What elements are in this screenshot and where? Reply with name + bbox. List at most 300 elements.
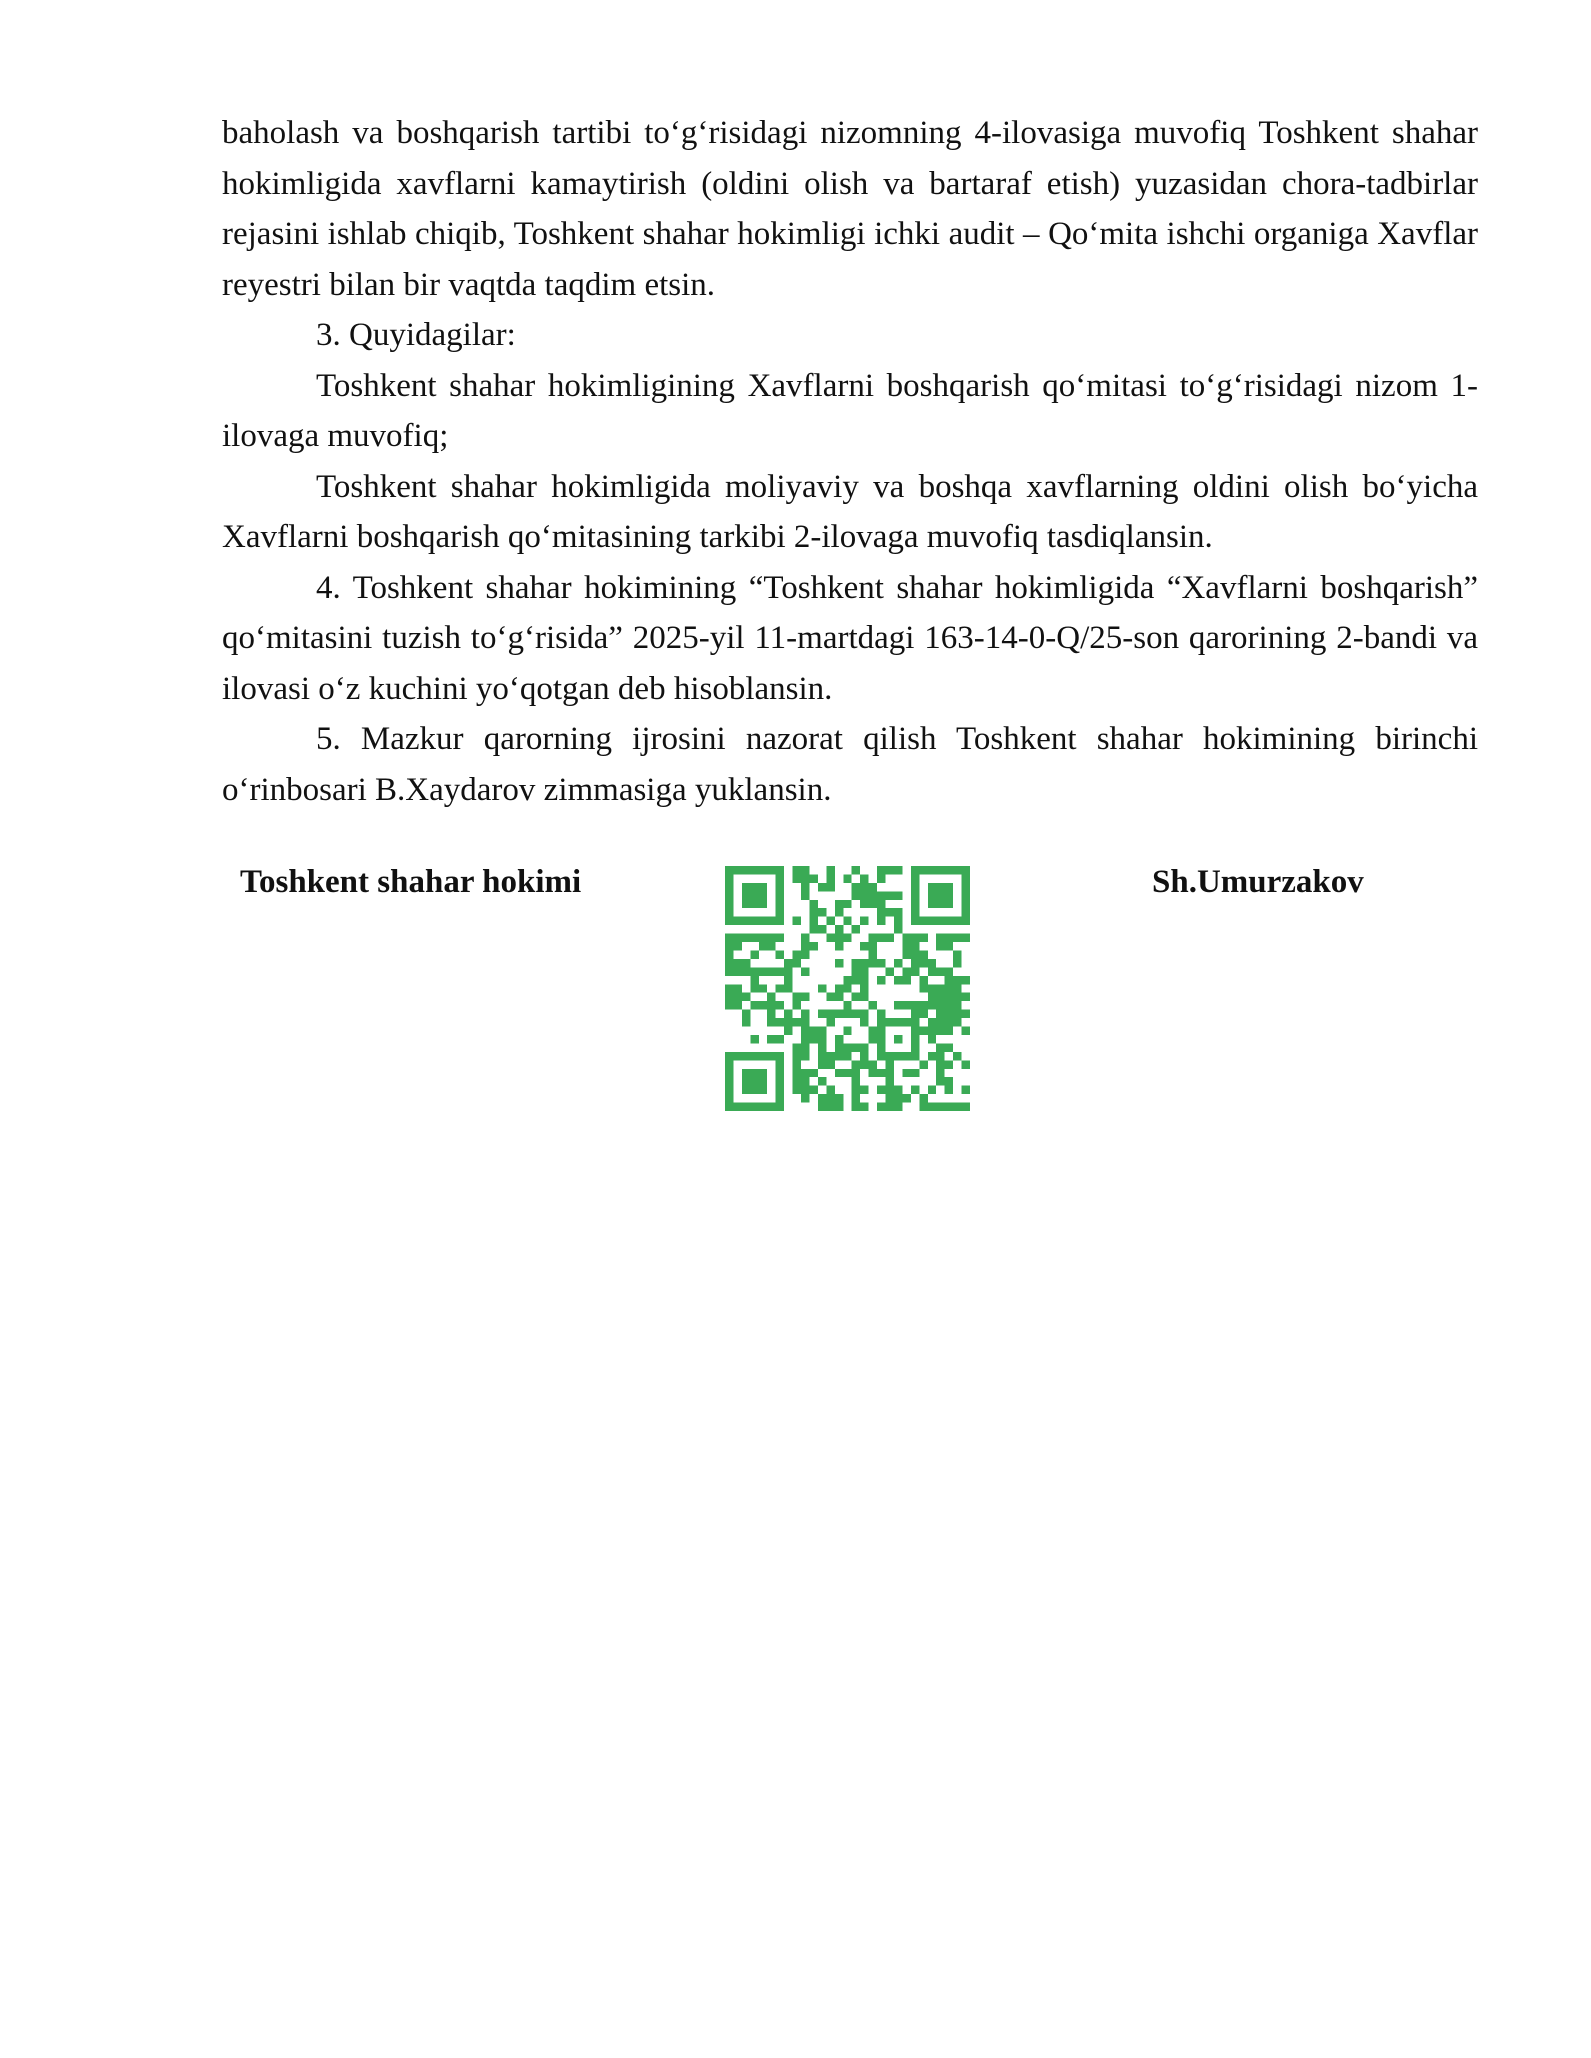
qr-module <box>767 1103 775 1111</box>
qr-module <box>750 900 758 908</box>
qr-module <box>818 1060 826 1068</box>
qr-module <box>835 1069 843 1077</box>
qr-module <box>793 1077 801 1085</box>
qr-module <box>750 1052 758 1060</box>
qr-module <box>962 993 970 1001</box>
qr-module <box>877 1086 885 1094</box>
qr-module <box>962 874 970 882</box>
qr-module <box>911 959 919 967</box>
qr-module <box>750 976 758 984</box>
qr-module <box>852 993 860 1001</box>
qr-module <box>725 984 733 992</box>
qr-module <box>945 993 953 1001</box>
qr-module <box>809 942 817 950</box>
qr-module <box>869 959 877 967</box>
qr-module <box>776 1001 784 1009</box>
qr-module <box>826 934 834 942</box>
qr-module <box>767 1052 775 1060</box>
qr-module <box>919 1001 927 1009</box>
qr-module <box>869 1027 877 1035</box>
qr-module <box>869 891 877 899</box>
qr-module <box>742 1103 750 1111</box>
qr-module <box>869 1001 877 1009</box>
qr-module <box>877 976 885 984</box>
qr-code-icon <box>725 866 970 1111</box>
qr-module <box>869 883 877 891</box>
qr-module <box>928 959 936 967</box>
qr-module <box>936 1043 944 1051</box>
qr-module <box>826 883 834 891</box>
qr-module <box>826 993 834 1001</box>
qr-module <box>886 1103 894 1111</box>
qr-module <box>936 1018 944 1026</box>
qr-module <box>962 866 970 874</box>
qr-module <box>936 967 944 975</box>
qr-module <box>936 993 944 1001</box>
qr-module <box>860 1052 868 1060</box>
qr-module <box>776 900 784 908</box>
qr-module <box>801 1069 809 1077</box>
qr-module <box>725 967 733 975</box>
qr-module <box>759 967 767 975</box>
qr-module <box>801 993 809 1001</box>
qr-module <box>750 891 758 899</box>
qr-module <box>733 959 741 967</box>
qr-module <box>886 1060 894 1068</box>
paragraph-item-5: 5. Mazkur qarorning ijrosini nazorat qilish Toshkent shahar hokimining birinchi o‘rinbosari B.Xaydarov zimmasiga yuklansin. <box>222 721 1478 808</box>
qr-module <box>928 1035 936 1043</box>
qr-module <box>953 917 961 925</box>
qr-module <box>843 1027 851 1035</box>
qr-module <box>877 1010 885 1018</box>
qr-module <box>733 993 741 1001</box>
qr-module <box>852 1077 860 1085</box>
qr-module <box>894 1086 902 1094</box>
qr-module <box>945 1018 953 1026</box>
qr-module <box>877 1103 885 1111</box>
qr-module <box>750 1077 758 1085</box>
paragraph-item-4: 4. Toshkent shahar hokimining “Toshkent shahar hokimligida “Xavflarni boshqarish” qo‘mitasini tuzish to‘g‘risida” 2025-yil 11-martdagi 163-14-0-Q/25-son qarorining 2-bandi va ilovasi o‘z kuchini yo‘qotgan deb hisoblansin. <box>222 569 1478 707</box>
qr-module <box>953 1001 961 1009</box>
qr-module <box>962 1103 970 1111</box>
qr-module <box>767 942 775 950</box>
qr-module <box>835 1035 843 1043</box>
qr-module <box>776 934 784 942</box>
qr-module <box>936 1103 944 1111</box>
qr-module <box>936 1052 944 1060</box>
qr-module <box>835 925 843 933</box>
qr-module <box>860 1043 868 1051</box>
qr-module <box>725 993 733 1001</box>
qr-module <box>953 984 961 992</box>
qr-module <box>962 900 970 908</box>
qr-module <box>860 1086 868 1094</box>
signature-title: Toshkent shahar hokimi <box>240 864 582 900</box>
qr-module <box>776 1069 784 1077</box>
qr-module <box>742 959 750 967</box>
qr-module <box>894 1035 902 1043</box>
qr-module <box>902 1094 910 1102</box>
qr-module <box>852 1043 860 1051</box>
qr-module <box>886 891 894 899</box>
qr-module <box>784 1010 792 1018</box>
qr-module <box>750 950 758 958</box>
qr-module <box>911 950 919 958</box>
qr-module <box>733 917 741 925</box>
qr-module <box>843 1052 851 1060</box>
qr-module <box>818 1077 826 1085</box>
qr-module <box>835 1010 843 1018</box>
qr-module <box>860 891 868 899</box>
qr-module <box>843 934 851 942</box>
qr-module <box>843 1010 851 1018</box>
qr-module <box>877 1052 885 1060</box>
qr-module <box>852 976 860 984</box>
qr-module <box>733 866 741 874</box>
qr-module <box>860 993 868 1001</box>
qr-module <box>886 1052 894 1060</box>
qr-module <box>953 1018 961 1026</box>
qr-module <box>953 1052 961 1060</box>
qr-module <box>801 942 809 950</box>
qr-module <box>793 1052 801 1060</box>
qr-module <box>793 993 801 1001</box>
qr-module <box>818 1094 826 1102</box>
qr-module <box>869 950 877 958</box>
qr-module <box>928 917 936 925</box>
qr-module <box>953 1010 961 1018</box>
qr-module <box>843 1001 851 1009</box>
qr-module <box>877 874 885 882</box>
qr-module <box>742 1052 750 1060</box>
qr-module <box>936 934 944 942</box>
qr-module <box>725 1001 733 1009</box>
qr-module <box>852 1103 860 1111</box>
qr-module <box>902 1001 910 1009</box>
qr-module <box>835 1094 843 1102</box>
qr-module <box>962 1027 970 1035</box>
qr-module <box>945 934 953 942</box>
qr-module <box>733 967 741 975</box>
qr-module <box>902 950 910 958</box>
qr-module <box>742 1086 750 1094</box>
qr-module <box>911 1069 919 1077</box>
qr-module <box>826 1103 834 1111</box>
qr-module <box>894 1052 902 1060</box>
qr-module <box>945 1103 953 1111</box>
qr-module <box>911 1018 919 1026</box>
qr-module <box>759 1103 767 1111</box>
qr-module <box>860 1018 868 1026</box>
qr-module <box>936 1077 944 1085</box>
qr-module <box>759 883 767 891</box>
qr-module <box>801 874 809 882</box>
qr-module <box>826 1086 834 1094</box>
qr-module <box>742 967 750 975</box>
qr-module <box>886 1077 894 1085</box>
qr-module <box>759 1086 767 1094</box>
qr-module <box>852 1060 860 1068</box>
qr-module <box>928 1027 936 1035</box>
qr-module <box>776 1086 784 1094</box>
qr-module <box>725 883 733 891</box>
qr-module <box>843 917 851 925</box>
qr-module <box>784 967 792 975</box>
qr-module <box>945 900 953 908</box>
qr-module <box>725 1094 733 1102</box>
paragraph-nizom: Toshkent shahar hokimligining Xavflarni boshqarish qo‘mitasi to‘g‘risidagi nizom 1-ilovaga muvofiq; <box>222 367 1478 454</box>
qr-module <box>843 976 851 984</box>
qr-module <box>793 1018 801 1026</box>
qr-module <box>809 1069 817 1077</box>
qr-module <box>843 900 851 908</box>
qr-module <box>936 883 944 891</box>
qr-module <box>742 1069 750 1077</box>
qr-module <box>725 942 733 950</box>
qr-module <box>894 925 902 933</box>
qr-module <box>809 1027 817 1035</box>
qr-module <box>793 866 801 874</box>
qr-module <box>953 934 961 942</box>
qr-module <box>902 1052 910 1060</box>
qr-module <box>894 1103 902 1111</box>
qr-module <box>801 1094 809 1102</box>
qr-module <box>826 866 834 874</box>
qr-module <box>911 891 919 899</box>
qr-module <box>928 866 936 874</box>
qr-module <box>902 1069 910 1077</box>
qr-module <box>886 1094 894 1102</box>
qr-module <box>928 1086 936 1094</box>
qr-module <box>835 993 843 1001</box>
qr-module <box>801 1027 809 1035</box>
qr-module <box>869 1060 877 1068</box>
qr-module <box>818 883 826 891</box>
qr-module <box>809 917 817 925</box>
qr-module <box>784 984 792 992</box>
qr-module <box>860 1060 868 1068</box>
qr-module <box>818 1010 826 1018</box>
qr-module <box>860 900 868 908</box>
qr-module <box>750 917 758 925</box>
qr-module <box>759 1001 767 1009</box>
qr-module <box>725 1060 733 1068</box>
qr-module <box>759 1077 767 1085</box>
qr-module <box>911 883 919 891</box>
qr-module <box>877 959 885 967</box>
qr-module <box>936 1069 944 1077</box>
qr-module <box>776 1094 784 1102</box>
qr-module <box>801 934 809 942</box>
qr-module <box>852 1010 860 1018</box>
qr-module <box>919 1103 927 1111</box>
qr-module <box>725 866 733 874</box>
qr-module <box>835 934 843 942</box>
qr-module <box>776 1103 784 1111</box>
qr-module <box>911 967 919 975</box>
qr-module <box>742 900 750 908</box>
qr-module <box>776 950 784 958</box>
qr-module <box>911 917 919 925</box>
qr-module <box>953 866 961 874</box>
qr-module <box>750 1001 758 1009</box>
qr-module <box>911 942 919 950</box>
qr-module <box>936 866 944 874</box>
qr-module <box>936 984 944 992</box>
qr-module <box>911 1001 919 1009</box>
qr-module <box>818 908 826 916</box>
paragraph-continuation: baholash va boshqarish tartibi to‘g‘risidagi nizomning 4-ilovasiga muvofiq Toshkent shahar hokimligida xavflarni kamaytirish (oldini olish va bartaraf etish) yuzasidan chora-tadbirlar rejasini ishlab chiqib, Toshkent shahar hokimligi ichki audit – Qo‘mita ishchi organiga Xavflar reyestri bilan bir vaqtda taqdim etsin. <box>222 115 1478 303</box>
qr-module <box>776 1018 784 1026</box>
qr-module <box>725 917 733 925</box>
qr-module <box>945 891 953 899</box>
qr-module <box>733 1103 741 1111</box>
qr-module <box>725 1077 733 1085</box>
qr-module <box>936 917 944 925</box>
qr-module <box>894 1001 902 1009</box>
qr-module <box>877 1035 885 1043</box>
qr-module <box>725 874 733 882</box>
qr-module <box>877 1043 885 1051</box>
qr-module <box>835 984 843 992</box>
qr-module <box>742 891 750 899</box>
qr-module <box>725 891 733 899</box>
qr-module <box>886 967 894 975</box>
qr-module <box>962 1086 970 1094</box>
qr-module <box>911 1086 919 1094</box>
qr-module <box>860 984 868 992</box>
qr-module <box>793 1069 801 1077</box>
qr-module <box>962 1060 970 1068</box>
qr-module <box>894 976 902 984</box>
qr-module <box>911 1010 919 1018</box>
qr-module <box>945 883 953 891</box>
qr-module <box>962 934 970 942</box>
qr-module <box>945 1001 953 1009</box>
qr-module <box>928 1001 936 1009</box>
qr-module <box>860 883 868 891</box>
qr-module <box>869 1035 877 1043</box>
qr-module <box>852 1086 860 1094</box>
qr-module <box>919 984 927 992</box>
qr-module <box>852 925 860 933</box>
qr-module <box>894 908 902 916</box>
qr-module <box>936 1010 944 1018</box>
qr-module <box>767 1035 775 1043</box>
qr-module <box>767 1018 775 1026</box>
qr-module <box>818 1027 826 1035</box>
qr-module <box>869 942 877 950</box>
qr-module <box>776 1060 784 1068</box>
qr-module <box>945 984 953 992</box>
qr-module <box>742 1077 750 1085</box>
qr-module <box>835 1052 843 1060</box>
qr-module <box>877 1069 885 1077</box>
qr-module <box>809 900 817 908</box>
qr-module <box>826 917 834 925</box>
qr-module <box>784 976 792 984</box>
qr-module <box>894 1018 902 1026</box>
qr-module <box>852 967 860 975</box>
qr-module <box>945 1027 953 1035</box>
qr-module <box>742 1010 750 1018</box>
qr-module <box>919 934 927 942</box>
qr-module <box>911 866 919 874</box>
qr-module <box>835 900 843 908</box>
qr-module <box>767 967 775 975</box>
qr-module <box>725 950 733 958</box>
qr-module <box>902 942 910 950</box>
qr-module <box>852 1094 860 1102</box>
qr-module <box>725 934 733 942</box>
qr-module <box>953 959 961 967</box>
qr-module <box>767 1010 775 1018</box>
qr-module <box>911 1027 919 1035</box>
qr-module <box>776 874 784 882</box>
qr-module <box>759 934 767 942</box>
qr-module <box>801 950 809 958</box>
qr-module <box>750 1069 758 1077</box>
qr-module <box>911 1043 919 1051</box>
qr-module <box>936 900 944 908</box>
qr-module <box>962 908 970 916</box>
qr-module <box>733 1001 741 1009</box>
qr-module <box>919 1094 927 1102</box>
qr-module <box>750 934 758 942</box>
qr-module <box>784 1018 792 1026</box>
qr-module <box>860 967 868 975</box>
qr-module <box>877 1027 885 1035</box>
qr-module <box>725 1103 733 1111</box>
qr-module <box>928 967 936 975</box>
qr-module <box>860 874 868 882</box>
qr-module <box>767 917 775 925</box>
qr-module <box>911 874 919 882</box>
qr-module <box>742 866 750 874</box>
qr-module <box>894 866 902 874</box>
qr-module <box>784 1027 792 1035</box>
qr-module <box>919 917 927 925</box>
qr-module <box>902 976 910 984</box>
qr-module <box>742 934 750 942</box>
qr-module <box>852 883 860 891</box>
qr-module <box>793 1043 801 1051</box>
qr-module <box>911 900 919 908</box>
qr-module <box>742 1018 750 1026</box>
qr-module <box>936 891 944 899</box>
paragraph-item-3: 3. Quyidagilar: <box>316 317 516 353</box>
qr-module <box>801 1010 809 1018</box>
qr-module <box>801 1043 809 1051</box>
qr-module <box>750 883 758 891</box>
qr-module <box>928 984 936 992</box>
qr-module <box>809 1035 817 1043</box>
qr-module <box>801 891 809 899</box>
qr-module <box>843 984 851 992</box>
qr-module <box>776 984 784 992</box>
qr-module <box>911 1035 919 1043</box>
qr-module <box>852 1069 860 1077</box>
qr-module <box>962 976 970 984</box>
qr-module <box>928 1103 936 1111</box>
qr-module <box>801 1077 809 1085</box>
qr-module <box>919 950 927 958</box>
qr-module <box>809 874 817 882</box>
qr-module <box>902 967 910 975</box>
qr-module <box>877 908 885 916</box>
qr-module <box>725 908 733 916</box>
qr-module <box>742 883 750 891</box>
